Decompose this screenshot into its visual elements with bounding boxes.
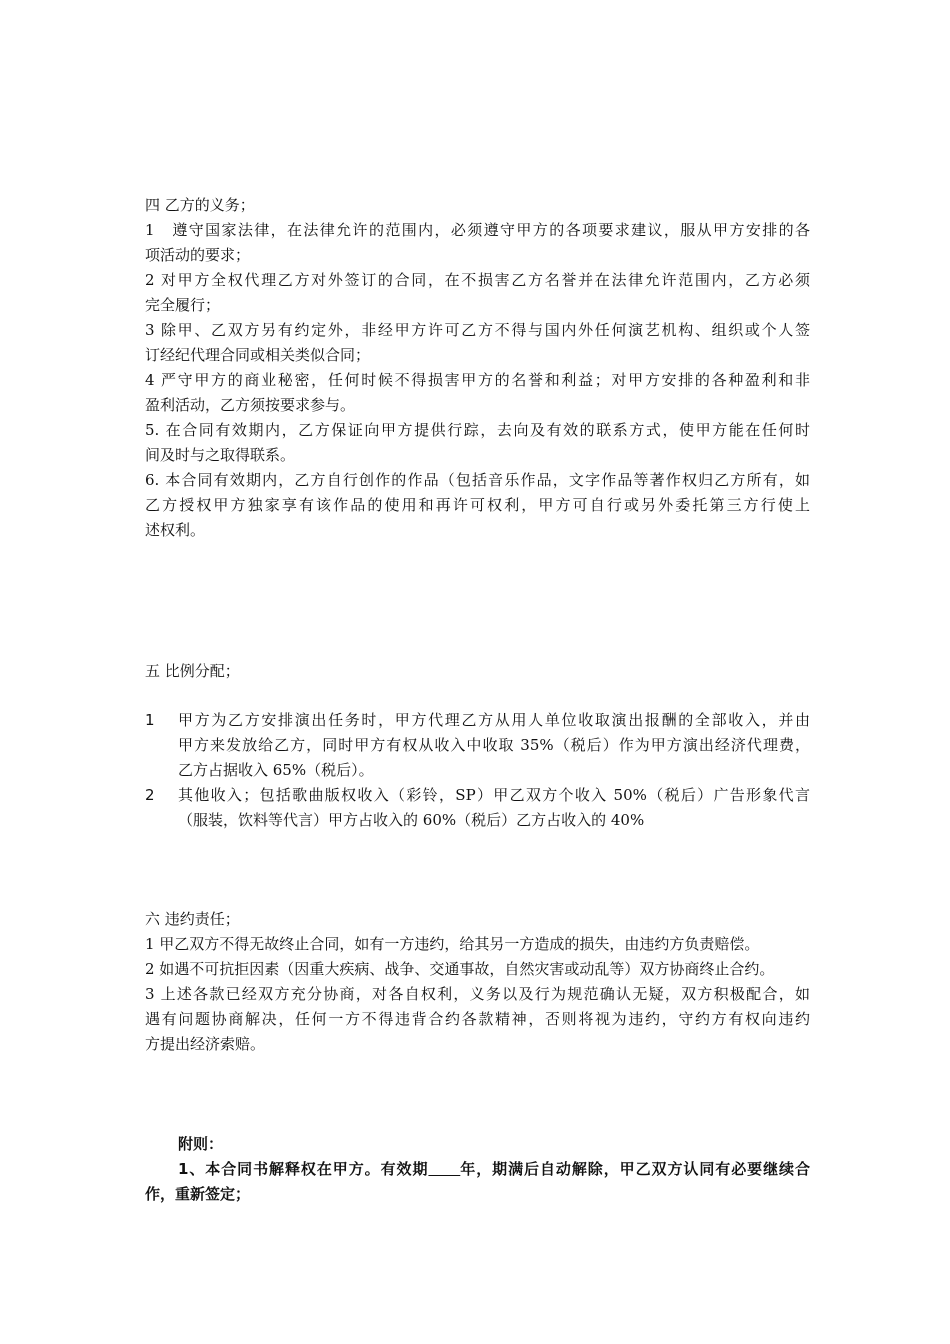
text-line: 4 严守甲方的商业秘密，任何时候不得损害甲方的名誉和利益；对甲方安排的各种盈利和非 [145,371,810,389]
text-line: 乙方占据收入 65%（税后）。 [178,761,374,779]
section-5-distribution [145,659,810,684]
text-line: 项活动的要求； [145,246,251,264]
appendix-text: 1、本合同书解释权在甲方。有效期 [178,1160,429,1178]
text-line: 述权利。 [145,521,206,539]
list-number: 1 [145,711,155,729]
text-line: 甲方来发放给乙方，同时甲方有权从收入中收取 35%（税后）作为甲方演出经济代理费， [178,736,810,754]
section-heading: 六 违约责任； [145,910,240,928]
text-line: 其他收入；包括歌曲版权收入（彩铃，SP）甲乙双方个收入 50%（税后）广告形象代言 [178,786,810,804]
text-line: （服装，饮料等代言）甲方占收入的 60%（税后）乙方占收入的 40% [178,811,645,829]
text-line: 完全履行； [145,296,221,314]
text-line: 3 上述各款已经双方充分协商，对各自权利，义务以及行为规范确认无疑，双方积极配合，如 [145,985,810,1003]
text-line: 2 如遇不可抗拒因素（因重大疾病、战争、交通事故，自然灾害或动乱等）双方协商终止合约。 [145,960,775,978]
section-4-obligations [145,193,810,543]
text-line: 订经纪代理合同或相关类似合同； [145,346,371,364]
list-item [145,708,810,783]
text-line: 5. 在合同有效期内，乙方保证向甲方提供行踪，去向及有效的联系方式，使甲方能在任何时 [145,421,810,439]
text-line: 2 对甲方全权代理乙方对外签订的合同，在不损害乙方名誉并在法律允许范围内，乙方必须 [145,271,810,289]
text-line: 1 遵守国家法律，在法律允许的范围内，必须遵守甲方的各项要求建议，服从甲方安排的各 [145,221,810,239]
text-line: 遇有问题协商解决，任何一方不得违背合约各款精神，否则将视为违约，守约方有权向违约 [145,1010,810,1028]
appendix-text: 年，期满后自动解除，甲乙双方认同有必要继续合 [460,1160,810,1178]
text-line: 乙方授权甲方独家享有该作品的使用和再许可权利，甲方可自行或另外委托第三方行使上 [145,496,810,514]
distribution-list [145,708,810,833]
appendix-line: 作，重新签定； [145,1185,251,1203]
text-line: 盈利活动，乙方须按要求参与。 [145,396,356,414]
appendix-heading: 附则： [178,1135,224,1153]
term-blank [428,1160,460,1178]
section-heading: 四 乙方的义务； [145,196,255,214]
section-6-liability [145,907,810,1057]
text-line: 1 甲乙双方不得无故终止合同，如有一方违约，给其另一方造成的损失，由违约方负责赔偿。 [145,935,760,953]
list-number: 2 [145,786,155,804]
text-line: 间及时与之取得联系。 [145,446,296,464]
text-line: 3 除甲、乙双方另有约定外，非经甲方许可乙方不得与国内外任何演艺机构、组织或个人签 [145,321,810,339]
appendix [145,1132,810,1207]
section-heading: 五 比例分配； [145,662,240,680]
appendix-line [145,1157,810,1182]
list-item [145,783,810,833]
text-line: 6. 本合同有效期内，乙方自行创作的作品（包括音乐作品，文字作品等著作权归乙方所有，如 [145,471,810,489]
text-line: 甲方为乙方安排演出任务时，甲方代理乙方从用人单位收取演出报酬的全部收入，并由 [178,711,810,729]
text-line: 方提出经济索赔。 [145,1035,266,1053]
